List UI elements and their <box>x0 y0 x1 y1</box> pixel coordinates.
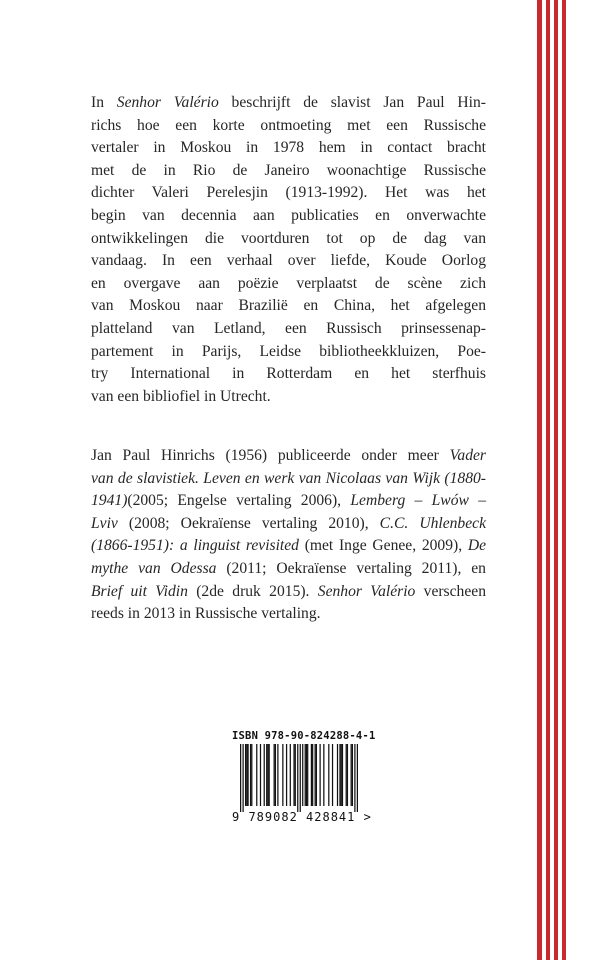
barcode-bar <box>277 744 278 806</box>
spine-stripe <box>546 0 550 960</box>
barcode-bar <box>341 744 342 806</box>
barcode-bar <box>275 744 276 806</box>
text-line: partement in Parijs, Leidse bibliotheekkluizen, Poe- <box>91 342 486 360</box>
barcode-bar <box>240 744 241 812</box>
barcode-bar <box>242 744 243 812</box>
barcode-bar <box>256 744 257 806</box>
barcode-bar <box>323 744 324 806</box>
barcode-bar <box>307 744 308 806</box>
text-line: met de in Rio de Janeiro woonachtige Russische <box>91 161 486 179</box>
spine-stripe <box>554 0 558 960</box>
text-line: begin van decennia aan publicaties en onverwachte <box>91 206 486 224</box>
isbn-barcode <box>232 730 376 826</box>
barcode-bar <box>316 744 317 806</box>
barcode-bar <box>290 744 291 806</box>
text-line: ontwikkelingen die voortduren tot op de dag van <box>91 229 486 247</box>
barcode-bar <box>337 744 338 806</box>
barcode-bar <box>352 744 353 806</box>
text-line: vandaag. In een verhaal over liefde, Koude Oorlog <box>91 252 486 270</box>
barcode-bar <box>300 744 301 812</box>
barcode-bar <box>246 744 247 806</box>
barcode-bar <box>260 744 261 806</box>
blurb-paragraph <box>91 92 486 408</box>
barcode-bar <box>315 744 316 806</box>
barcode-bar <box>305 744 306 806</box>
barcode-bar <box>267 744 268 806</box>
text-line: In Senhor Valério beschrijft de slavist Jan Paul Hin- <box>91 94 486 111</box>
barcode-bar <box>297 744 298 812</box>
barcode-bar <box>286 744 287 806</box>
text-line: try International in Rotterdam en het sterfhuis <box>91 365 486 383</box>
text-line: 1941)(2005; Engelse vertaling 2006), Lemberg – Lwów – <box>91 492 487 510</box>
barcode-bar <box>312 744 313 806</box>
barcode-bar <box>245 744 246 806</box>
barcode-bar <box>347 744 348 806</box>
text-line: vertaler in Moskou in 1978 hem in contact bracht <box>91 139 486 157</box>
barcode-bar <box>274 744 275 806</box>
text-line: van Moskou naar Brazilië en China, het afgelegen <box>91 297 486 315</box>
text-line: mythe van Odessa (2011; Oekraïense vertaling 2011), en <box>91 559 486 577</box>
text-line: Lviv (2008; Oekraïense vertaling 2010), C.C. Uhlenbeck <box>91 514 486 532</box>
barcode-bar <box>328 744 329 806</box>
barcode-bar <box>251 744 252 806</box>
barcode-bar <box>339 744 340 806</box>
spine-stripe <box>537 0 542 960</box>
barcode-bar <box>311 744 312 806</box>
barcode-bar <box>351 744 352 806</box>
barcode-bars <box>240 744 358 812</box>
text-line: van een bibliofiel in Utrecht. <box>91 387 271 405</box>
text-line: Brief uit Vidin (2de druk 2015). Senhor Valério verscheen <box>91 582 486 600</box>
ean-digits: 9 789082 428841 > <box>232 810 372 824</box>
barcode-bar <box>332 744 333 806</box>
barcode-bar <box>250 744 251 806</box>
spine-stripe <box>562 0 566 960</box>
text-line: en overgave aan poëzie verplaatst de scène zich <box>91 274 486 292</box>
text-line: van de slavistiek. Leven en werk van Nicolaas van Wijk (1880- <box>91 469 486 487</box>
barcode-bar <box>354 744 355 812</box>
barcode-bar <box>357 744 358 812</box>
barcode-bar <box>264 744 265 806</box>
barcode-bar <box>266 744 267 806</box>
barcode-bar <box>295 744 296 806</box>
barcode-bar <box>346 744 347 806</box>
text-line: richs hoe een korte ontmoeting met een Russische <box>91 116 486 134</box>
barcode-bar <box>282 744 283 806</box>
text-line: reeds in 2013 in Russische vertaling. <box>91 605 321 623</box>
text-line: platteland van Letland, een Russisch prinsessenap- <box>91 319 486 337</box>
barcode-bar <box>302 744 303 806</box>
barcode-bar <box>306 744 307 806</box>
barcode-bar <box>319 744 320 806</box>
barcode-bar <box>247 744 248 806</box>
text-line: (1866-1951): a linguist revisited (met Inge Genee, 2009), De <box>91 537 486 555</box>
text-line: dichter Valeri Perelesjin (1913-1992). Het was het <box>91 184 486 202</box>
barcode-bar <box>269 744 270 806</box>
author-bio-paragraph <box>91 445 486 626</box>
barcode-bar <box>293 744 294 806</box>
text-line: Jan Paul Hinrichs (1956) publiceerde onder meer Vader <box>91 447 486 464</box>
barcode-bar <box>342 744 343 806</box>
isbn-label: ISBN 978-90-824288-4-1 <box>232 730 376 742</box>
